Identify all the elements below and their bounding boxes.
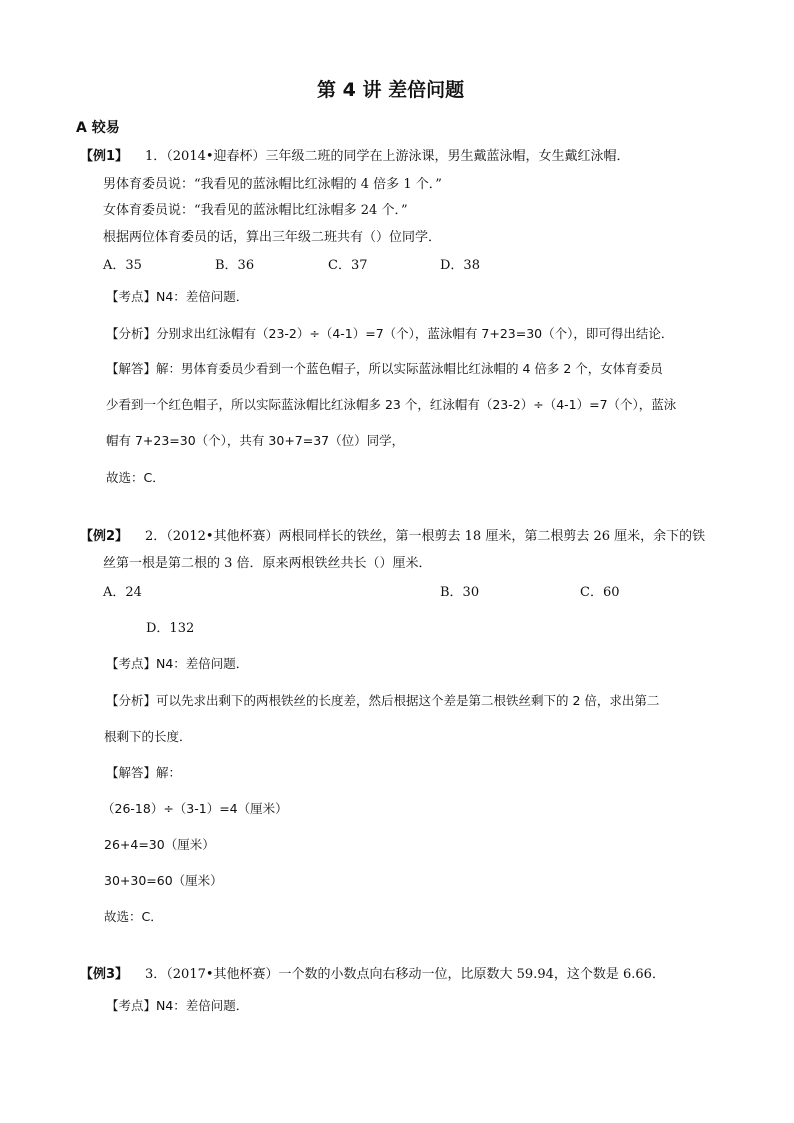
kaodian-text: 【考点】N4：差倍问题． [106, 656, 249, 671]
question-line: 男体育委员说：“我看见的蓝泳帽比红泳帽的 4 倍多 1 个．” [103, 177, 442, 192]
solution-heading: 【解答】解： [106, 765, 182, 780]
option-b: B．36 [215, 258, 255, 273]
option-c: C．37 [328, 258, 368, 273]
question-line: 根据两位体育委员的话，算出三年级二班共有（）位同学． [103, 230, 442, 245]
answer-text: 故选：C． [104, 909, 163, 924]
calc-line: 26+4=30（厘米） [104, 837, 215, 852]
example-tag: 【例1】 [80, 149, 129, 164]
example-tag: 【例3】 [80, 967, 129, 982]
example-tag: 【例2】 [80, 529, 129, 544]
option-a: A．35 [103, 258, 142, 273]
analysis-text: 【分析】分别求出红泳帽有（23-2）÷（4-1）=7（个），蓝泳帽有 7+23=30（个），即可得出结论． [106, 326, 674, 341]
option-a: A．24 [103, 585, 142, 600]
answer-text: 故选：C． [106, 470, 165, 485]
kaodian-text: 【考点】N4：差倍问题． [106, 998, 249, 1013]
question-text: 3．（2017•其他杯赛）一个数的小数点向右移动一位，比原数大 59.94，这个数是 6.66． [145, 967, 665, 982]
question-line: 丝第一根是第二根的 3 倍．原来两根铁丝共长（）厘米． [103, 556, 432, 571]
solution-line: 少看到一个红色帽子，所以实际蓝泳帽比红泳帽多 23 个，红泳帽有（23-2）÷（4-1）=7（个），蓝泳 [106, 397, 677, 412]
question-text: 2．（2012•其他杯赛）两根同样长的铁丝，第一根剪去 18 厘米，第二根剪去 26 厘米，余下的铁 [145, 529, 706, 544]
page-title: 第 4 讲 差倍问题 [317, 79, 465, 101]
option-b: B．30 [440, 585, 480, 600]
analysis-line: 根剩下的长度． [104, 729, 192, 744]
solution-line: 帽有 7+23=30（个），共有 30+7=37（位）同学， [106, 433, 405, 448]
kaodian-text: 【考点】N4：差倍问题． [106, 289, 249, 304]
question-text: 1．（2014•迎春杯）三年级二班的同学在上游泳课，男生戴蓝泳帽，女生戴红泳帽． [145, 149, 630, 164]
section-heading: A 较易 [76, 120, 120, 136]
question-line: 女体育委员说：“我看见的蓝泳帽比红泳帽多 24 个．” [103, 203, 408, 218]
calc-line: 30+30=60（厘米） [104, 873, 223, 888]
calc-line: （26-18）÷（3-1）=4（厘米） [102, 801, 288, 816]
solution-line: 【解答】解：男体育委员少看到一个蓝色帽子，所以实际蓝泳帽比红泳帽的 4 倍多 2 个，女体育委员 [106, 361, 663, 376]
analysis-line: 【分析】可以先求出剩下的两根铁丝的长度差，然后根据这个差是第二根铁丝剩下的 2 倍，求出第二 [106, 693, 660, 708]
option-d: D．38 [440, 258, 480, 273]
option-c: C．60 [580, 585, 620, 600]
option-d: D．132 [146, 621, 195, 636]
